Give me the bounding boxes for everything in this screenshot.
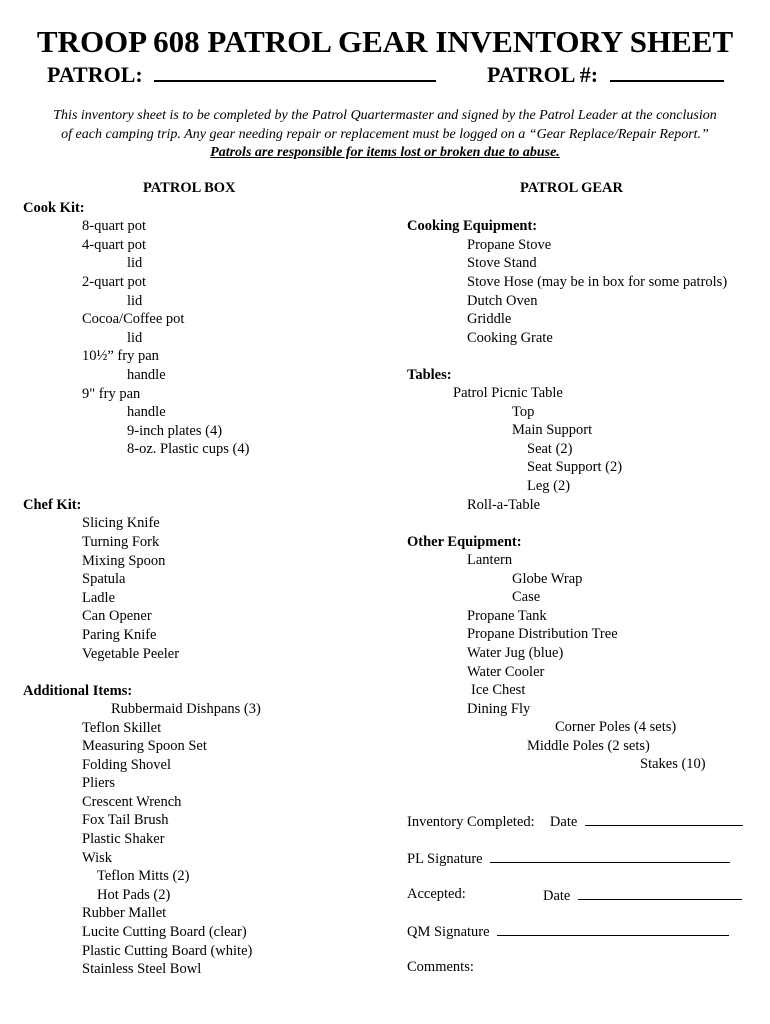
instructions	[0, 107, 770, 163]
list-item: Top	[512, 404, 535, 420]
cook-kit-title: Cook Kit:	[23, 200, 85, 216]
list-item: Water Jug (blue)	[467, 645, 564, 661]
date-label: Date	[543, 888, 571, 904]
list-item: Fox Tail Brush	[82, 812, 169, 828]
patrol-number-line[interactable]	[610, 60, 724, 82]
patrol-label: PATROL:	[47, 62, 143, 87]
list-item: Plastic Cutting Board (white)	[82, 943, 253, 959]
list-item: Seat (2)	[527, 441, 573, 457]
list-item: Mixing Spoon	[82, 553, 166, 569]
list-item: Patrol Picnic Table	[453, 385, 563, 401]
list-item: lid	[127, 293, 143, 309]
list-item: handle	[127, 367, 166, 383]
list-item: Plastic Shaker	[82, 831, 165, 847]
pl-signature-field[interactable]	[407, 848, 730, 869]
patrol-name-field[interactable]	[47, 60, 436, 90]
patrol-number-label: PATROL #:	[487, 62, 599, 87]
instructions-line-1: This inventory sheet is to be completed by the Patrol Quartermaster and signed by the Patrol Leader at the conclusion	[53, 108, 717, 123]
list-item: handle	[127, 404, 166, 420]
chef-kit-title: Chef Kit:	[23, 497, 82, 513]
list-item: Wisk	[82, 850, 113, 866]
list-item: lid	[127, 330, 143, 346]
list-item: Roll-a-Table	[467, 497, 541, 513]
list-item: Can Opener	[82, 608, 152, 624]
list-item: 9-inch plates (4)	[127, 423, 223, 439]
accepted-date-field[interactable]	[543, 885, 742, 906]
list-item: Teflon Mitts (2)	[97, 868, 190, 884]
list-item: Stove Hose (may be in box for some patrols)	[467, 274, 728, 290]
accepted-date-line[interactable]	[578, 885, 742, 900]
list-item: Cocoa/Coffee pot	[82, 311, 185, 327]
list-item: Water Cooler	[467, 664, 545, 680]
list-item: Case	[512, 589, 541, 605]
list-item: 4-quart pot	[82, 237, 147, 253]
list-item: 8-quart pot	[82, 218, 147, 234]
list-item: Seat Support (2)	[527, 459, 623, 475]
inventory-completed-field[interactable]	[407, 811, 743, 832]
list-item: Propane Stove	[467, 237, 552, 253]
list-item: 2-quart pot	[82, 274, 147, 290]
list-item: Stove Stand	[467, 255, 537, 271]
inventory-date-line[interactable]	[585, 811, 743, 826]
list-item: Teflon Skillet	[82, 720, 162, 736]
list-item: Turning Fork	[82, 534, 160, 550]
instructions-line-2: of each camping trip. Any gear needing repair or replacement must be logged on a “Gear Replace/Repair Report.”	[61, 126, 709, 142]
list-item: Lantern	[467, 552, 513, 568]
list-item: Ice Chest	[471, 682, 526, 698]
list-item: Measuring Spoon Set	[82, 738, 207, 754]
accepted-label: Accepted:	[407, 886, 466, 902]
list-item: 8-oz. Plastic cups (4)	[127, 441, 250, 457]
list-item: Hot Pads (2)	[97, 887, 171, 903]
patrol-number-field[interactable]	[487, 60, 724, 90]
qm-signature-field[interactable]	[407, 921, 729, 942]
list-item: Stakes (10)	[640, 756, 706, 772]
list-item: Dining Fly	[467, 701, 531, 717]
list-item: Rubber Mallet	[82, 905, 167, 921]
pl-signature-label: PL Signature	[407, 851, 483, 867]
list-item: Middle Poles (2 sets)	[527, 738, 650, 754]
patrol-box-heading: PATROL BOX	[143, 180, 236, 196]
list-item: Globe Wrap	[512, 571, 583, 587]
list-item: Pliers	[82, 775, 116, 791]
patrol-name-line[interactable]	[154, 60, 436, 82]
list-item: Folding Shovel	[82, 757, 172, 773]
list-item: Cooking Grate	[467, 330, 553, 346]
list-item: Crescent Wrench	[82, 794, 182, 810]
comments-label: Comments:	[407, 959, 474, 975]
list-item: Rubbermaid Dishpans (3)	[111, 701, 261, 717]
list-item: Main Support	[512, 422, 593, 438]
instructions-warning: Patrols are responsible for items lost or broken due to abuse.	[210, 145, 560, 160]
page-title: TROOP 608 PATROL GEAR INVENTORY SHEET	[36, 24, 734, 59]
additional-items-title: Additional Items:	[23, 683, 133, 699]
list-item: 9" fry pan	[82, 386, 141, 402]
list-item: Corner Poles (4 sets)	[555, 719, 677, 735]
list-item: Vegetable Peeler	[82, 646, 180, 662]
list-item: Paring Knife	[82, 627, 157, 643]
list-item: Dutch Oven	[467, 293, 538, 309]
list-item: lid	[127, 255, 143, 271]
inventory-completed-label: Inventory Completed:	[407, 814, 535, 830]
list-item: Leg (2)	[527, 478, 571, 494]
list-item: Griddle	[467, 311, 512, 327]
list-item: Stainless Steel Bowl	[82, 961, 202, 977]
cooking-equipment-title: Cooking Equipment:	[407, 218, 538, 234]
qm-signature-label: QM Signature	[407, 924, 490, 940]
pl-signature-line[interactable]	[490, 848, 730, 863]
list-item: 10½” fry pan	[82, 348, 159, 364]
list-item: Spatula	[82, 571, 126, 587]
qm-signature-line[interactable]	[497, 921, 729, 936]
other-equipment-title: Other Equipment:	[407, 534, 522, 550]
date-label: Date	[549, 814, 578, 830]
patrol-gear-heading: PATROL GEAR	[520, 180, 623, 196]
list-item: Propane Tank	[467, 608, 547, 624]
list-item: Propane Distribution Tree	[467, 626, 618, 642]
tables-title: Tables:	[407, 367, 452, 383]
list-item: Ladle	[82, 590, 116, 606]
list-item: Slicing Knife	[82, 515, 160, 531]
list-item: Lucite Cutting Board (clear)	[82, 924, 247, 940]
